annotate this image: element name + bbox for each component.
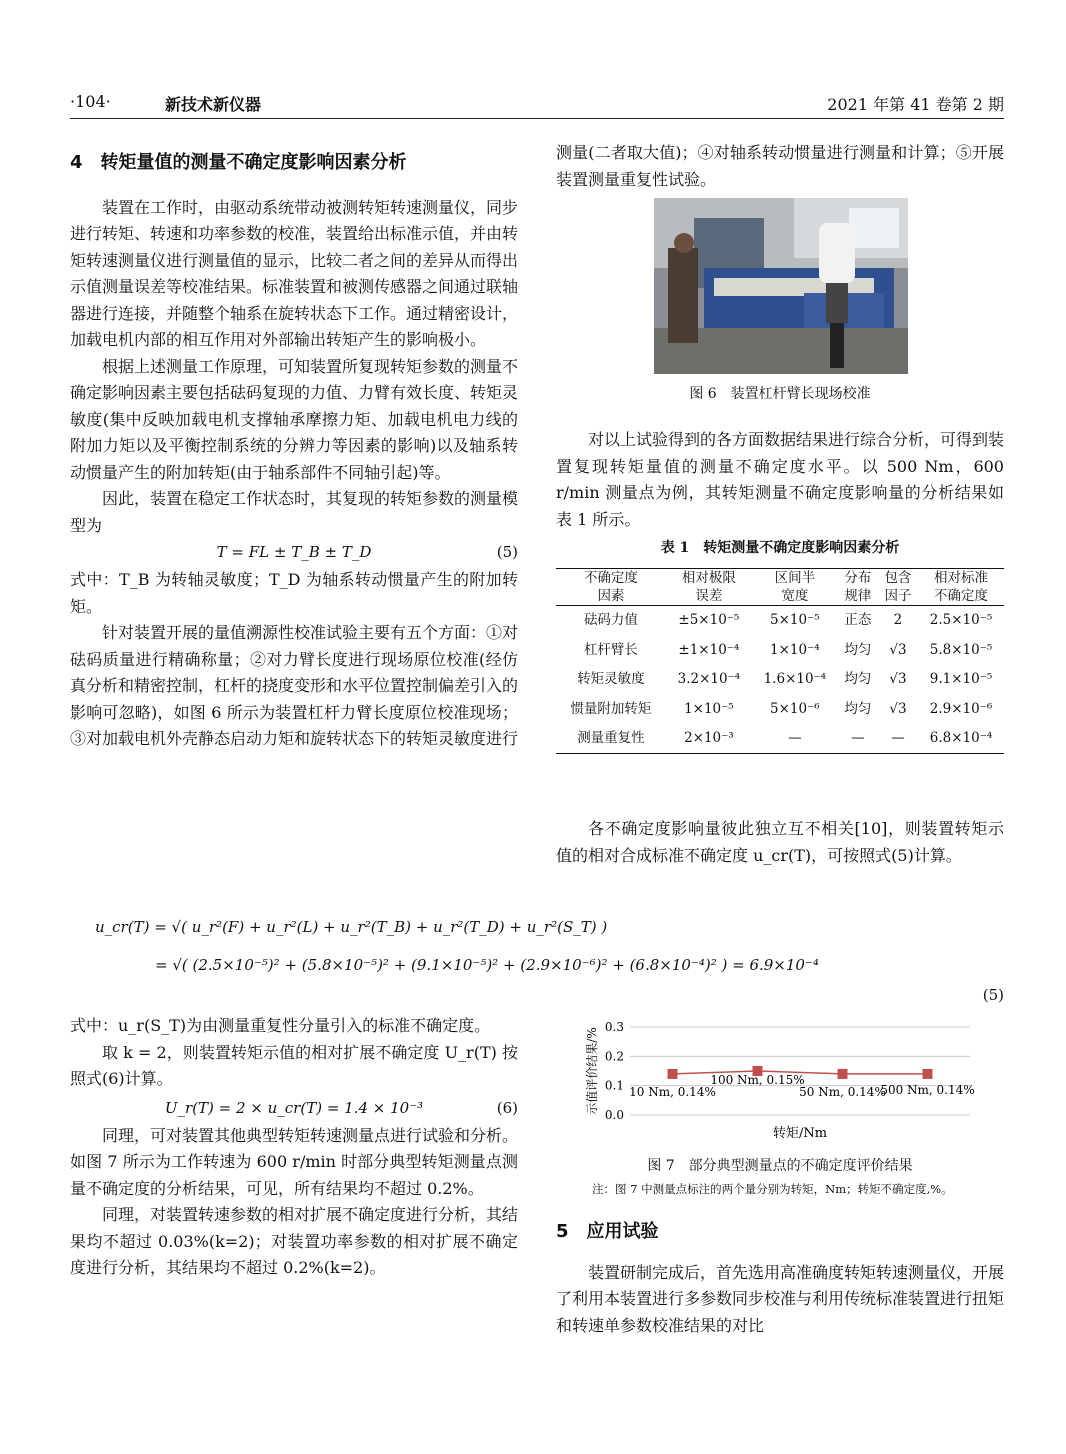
uncertainty-chart (566, 1013, 986, 1148)
equation-5 (70, 539, 518, 567)
table-header: 包含 因子 (884, 569, 912, 604)
equation-6-body: U_r(T) = 2 × u_cr(T) = 1.4 × 10⁻³ (164, 1098, 424, 1117)
paragraph: 同理，对装置转速参数的相对扩展不确定度进行分析，其结果均不超过 0.03%(k=2)；对装置功率参数的相对扩展不确定度进行分析，其结果均不超过 0.2%(k=2)。 (70, 1205, 519, 1277)
chart-x-axis-label: 转矩/Nm (772, 1126, 828, 1141)
equation-combined-number: (5) (982, 986, 1004, 1004)
left-column-lower (70, 1013, 518, 1282)
page-number: ·104· (70, 92, 111, 111)
issue-info: 2021 年第 41 卷第 2 期 (827, 95, 1004, 114)
chart-y-tick-label: 0.3 (604, 1020, 624, 1034)
right-column-mid (556, 427, 1004, 754)
paragraph: 因此，装置在稳定工作状态时，其复现的转矩参数的测量模型为 (70, 489, 519, 535)
paragraph: 根据上述测量工作原理，可知装置所复现转矩参数的测量不确定影响因素主要包括砝码复现的力值、力臂有效长度、转矩灵敏度(集中反映加载电机支撑轴承摩擦力矩、加载电机电力线的附加力矩以及平衡控制系统的分辨力等因素的影响)以及轴系转动惯量产生的附加转矩(由于轴系部件不同轴引起)等。 (70, 356, 519, 482)
chart-data-label: 100 Nm, 0.15% (710, 1073, 805, 1087)
paragraph: 各不确定度影响量彼此独立互不相关[10]，则装置转矩示值的相对合成标准不确定度 u_cr(T)，可按照式(5)计算。 (556, 819, 1004, 865)
paragraph: 式中：T_B 为转轴灵敏度；T_D 为轴系转动惯量产生的附加转矩。 (70, 570, 518, 616)
chart-data-label: 10 Nm, 0.14% (629, 1084, 716, 1099)
figure-6-caption: 图 6 装置杠杆臂长现场校准 (689, 386, 871, 402)
equation-6-number: (6) (496, 1098, 518, 1117)
section-5-heading: 5 应用试验 (556, 1221, 659, 1242)
chart-point (838, 1069, 848, 1079)
right-column-lower (556, 816, 1004, 869)
uncertainty-table (556, 568, 1004, 755)
chart-y-ticks (605, 1020, 624, 1122)
table-header: 不确定度 因素 (583, 569, 638, 604)
table-row: 测量重复性 2×10⁻³ — — — 6.8×10⁻⁴ (556, 724, 1004, 754)
figure-7-caption: 图 7 部分典型测量点的不确定度评价结果 (647, 1158, 913, 1174)
paragraph: 取 k = 2，则装置转矩示值的相对扩展不确定度 U_r(T) 按照式(6)计算。 (70, 1042, 518, 1088)
header-rule (70, 118, 1004, 119)
table-row: 惯量附加转矩 1×10⁻⁵ 5×10⁻⁶ 均匀 √3 2.9×10⁻⁶ (570, 700, 993, 717)
chart-point (923, 1069, 933, 1079)
paragraph: 同理，可对装置其他典型转矩转速测量点进行试验和分析。如图 7 所示为工作转速为 600 r/min 时部分典型转矩测量点测量不确定度的分析结果，可见，所有结果均不超过 0.2%。 (70, 1125, 519, 1198)
table-header: 区间半 宽度 (774, 569, 816, 604)
paragraph: 对以上试验得到的各方面数据结果进行综合分析，可得到装置复现转矩量值的测量不确定度水平。以 500 Nm，600 r/min 测量点为例，其转矩测量不确定度影响量的分析结果如表 1 所示。 (556, 430, 1005, 529)
section-4-heading: 4 转矩量值的测量不确定度影响因素分析 (70, 152, 407, 173)
calibration-photo (654, 198, 908, 374)
table-row: 砝码力值 ±5×10⁻⁵ 5×10⁻⁵ 正态 2 2.5×10⁻⁵ (556, 605, 1004, 635)
table-header: 相对极限 误差 (681, 569, 736, 604)
chart-grid (630, 1027, 970, 1115)
chart-y-axis-label: 示值评价结果/% (585, 1027, 599, 1115)
left-column-upper (70, 150, 518, 753)
paragraph: 式中：u_r(S_T)为由测量重复性分量引入的标准不确定度。 (70, 1016, 491, 1035)
table-header: 分布 规律 (844, 569, 872, 604)
chart-y-tick-label: 0.0 (604, 1108, 624, 1122)
equation-combined-line-2: = √( (2.5×10⁻⁵)² + (5.8×10⁻⁵)² + (9.1×10⁻⁵)² + (2.9×10⁻⁶)² + (6.8×10⁻⁴)² ) = 6.9×10⁻⁴ (155, 956, 819, 974)
table-1-caption: 表 1 转矩测量不确定度影响因素分析 (660, 540, 900, 556)
paragraph: 测量(二者取大值)；④对轴系转动惯量进行测量和计算；⑤开展装置测量重复性试验。 (556, 143, 1004, 189)
figure-7-note: 注：图 7 中测量点标注的两个量分别为转矩，Nm；转矩不确定度,%。 (592, 1182, 953, 1196)
chart-data-label: 50 Nm, 0.14% (799, 1084, 886, 1099)
equation-5-body: T = FL ± T_B ± T_D (216, 543, 372, 561)
chart-data-label: 500 Nm, 0.14% (880, 1082, 975, 1097)
chart-point (668, 1069, 678, 1079)
equation-combined-line-1: u_cr(T) = √( u_r²(F) + u_r²(L) + u_r²(T_B) + u_r²(T_D) + u_r²(S_T) ) (95, 918, 608, 936)
equation-5-number: (5) (496, 543, 518, 561)
equation-6 (70, 1093, 518, 1123)
right-column-upper (556, 140, 1004, 193)
table-header: 相对标准 不确定度 (933, 569, 988, 604)
paragraph: 装置在工作时，由驱动系统带动被测转矩转速测量仪，同步进行转矩、转速和功率参数的校准，装置给出标准示值，并由转矩转速测量仪进行测量值的显示，比较二者之间的差异从而得出示值测量误差等校准结果。标准装置和被测传感器之间通过联轴器进行连接，并随整个轴系在旋转状态下工作。通过精密设计，加载电机内部的相互作用对外部输出转矩产生的影响极小。 (70, 197, 519, 349)
chart-y-tick-label: 0.2 (604, 1049, 624, 1064)
journal-name: 新技术新仪器 (165, 95, 262, 114)
chart-y-tick-label: 0.1 (604, 1078, 624, 1093)
paragraph: 装置研制完成后，首先选用高准确度转矩转速测量仪，开展了利用本装置进行多参数同步校准与利用传统标准装置进行扭矩和转速单参数校准结果的对比 (556, 1262, 1005, 1335)
paragraph: 针对装置开展的量值溯源性校准试验主要有五个方面：①对砝码质量进行精确称量；②对力臂长度进行现场原位校准(经仿真分析和精密控制，杠杆的挠度变形和水平位置控制偏差引入的影响可忽略)，如图 6 所示为装置杠杆力臂长度原位校准现场；③对加载电机外壳静态启动力矩和旋转状态下的转矩灵敏度进行 (70, 623, 519, 748)
table-row: 杠杆臂长 ±1×10⁻⁴ 1×10⁻⁴ 均匀 √3 5.8×10⁻⁵ (583, 641, 993, 658)
right-column-section-5 (556, 1219, 1004, 1339)
table-row: 转矩灵敏度 3.2×10⁻⁴ 1.6×10⁻⁴ 均匀 √3 9.1×10⁻⁵ (577, 671, 993, 687)
